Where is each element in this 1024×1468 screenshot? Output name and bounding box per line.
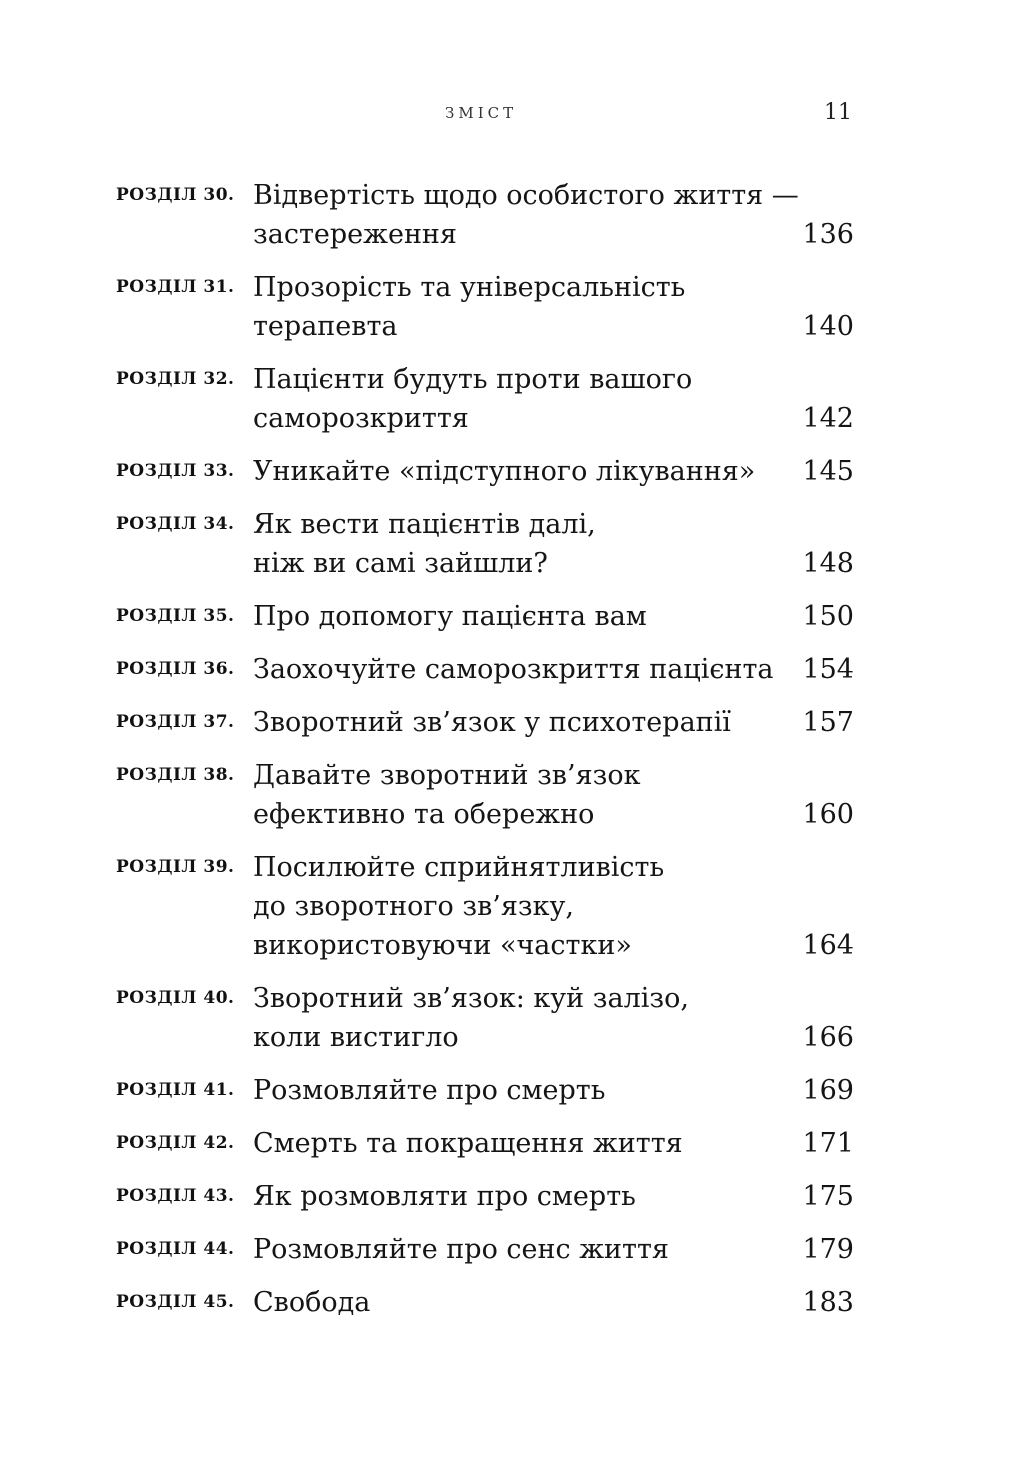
chapter-title-line: Зворотний зв’язок: куй залізо, xyxy=(253,983,689,1014)
chapter-page-number: 164 xyxy=(802,930,854,961)
chapter-title-line: Про допомогу пацієнта вам xyxy=(253,601,647,632)
chapter-label: РОЗДІЛ 44. xyxy=(116,1239,235,1259)
chapter-page-number: 160 xyxy=(802,799,854,830)
chapter-label: РОЗДІЛ 34. xyxy=(116,514,235,534)
chapter-label: РОЗДІЛ 42. xyxy=(116,1133,235,1153)
chapter-title xyxy=(253,1124,773,1163)
chapter-title-line: Розмовляйте про смерть xyxy=(253,1075,606,1106)
chapter-title-line: до зворотного зв’язку, xyxy=(253,891,574,922)
chapter-title-line: застереження xyxy=(253,219,457,250)
chapter-page-number: 148 xyxy=(802,548,854,579)
chapter-title-line: Зворотний зв’язок у психотерапії xyxy=(253,707,731,738)
chapter-title xyxy=(253,848,773,965)
chapter-label: РОЗДІЛ 32. xyxy=(116,369,235,389)
toc-entry xyxy=(116,1177,854,1216)
chapter-page-number: 175 xyxy=(802,1181,854,1212)
chapter-title-line: використовуючи «частки» xyxy=(253,930,632,961)
toc-entry xyxy=(116,176,854,254)
chapter-title-line: Пацієнти будуть проти вашого xyxy=(253,364,693,395)
chapter-page-number: 183 xyxy=(802,1287,854,1318)
toc-entry xyxy=(116,360,854,438)
chapter-title xyxy=(253,597,773,636)
chapter-page-number: 140 xyxy=(802,311,854,342)
chapter-label: РОЗДІЛ 31. xyxy=(116,277,235,297)
chapter-label: РОЗДІЛ 30. xyxy=(116,185,235,205)
chapter-page-number: 169 xyxy=(802,1075,854,1106)
running-title: ЗМІСТ xyxy=(445,104,518,122)
chapter-title xyxy=(253,1071,773,1110)
chapter-title xyxy=(253,176,799,254)
chapter-title xyxy=(253,1230,773,1269)
chapter-page-number: 150 xyxy=(802,601,854,632)
chapter-page-number: 154 xyxy=(802,654,854,685)
chapter-title-line: ефективно та обережно xyxy=(253,799,595,830)
chapter-title-line: Відвертість щодо особистого життя — xyxy=(253,180,799,211)
chapter-title-line: Свобода xyxy=(253,1287,371,1318)
chapter-title xyxy=(253,756,773,834)
page-number: 11 xyxy=(824,100,852,125)
chapter-title-line: Давайте зворотний зв’язок xyxy=(253,760,641,791)
chapter-title-line: Прозорість та універсальність xyxy=(253,272,686,303)
toc-entry xyxy=(116,756,854,834)
chapter-label: РОЗДІЛ 43. xyxy=(116,1186,235,1206)
chapter-page-number: 157 xyxy=(802,707,854,738)
chapter-label: РОЗДІЛ 36. xyxy=(116,659,235,679)
toc-entry xyxy=(116,703,854,742)
chapter-label: РОЗДІЛ 39. xyxy=(116,857,235,877)
toc-entry xyxy=(116,1071,854,1110)
chapter-title-line: Як вести пацієнтів далі, xyxy=(253,509,596,540)
chapter-title xyxy=(253,505,773,583)
chapter-title xyxy=(253,268,773,346)
chapter-title-line: Посилюйте сприйнятливість xyxy=(253,852,665,883)
toc-entry xyxy=(116,1124,854,1163)
chapter-page-number: 145 xyxy=(802,456,854,487)
toc-entry xyxy=(116,1283,854,1322)
toc-entry xyxy=(116,848,854,965)
chapter-title-line: терапевта xyxy=(253,311,398,342)
toc-entry xyxy=(116,597,854,636)
chapter-label: РОЗДІЛ 37. xyxy=(116,712,235,732)
chapter-title-line: коли вистигло xyxy=(253,1022,459,1053)
chapter-page-number: 179 xyxy=(802,1234,854,1265)
chapter-page-number: 136 xyxy=(802,219,854,250)
chapter-label: РОЗДІЛ 35. xyxy=(116,606,235,626)
chapter-title xyxy=(253,360,773,438)
chapter-title xyxy=(253,650,773,689)
chapter-title-line: Заохочуйте саморозкриття пацієнта xyxy=(253,654,774,685)
toc-entry xyxy=(116,452,854,491)
running-head xyxy=(0,100,1024,128)
toc-entry xyxy=(116,650,854,689)
chapter-label: РОЗДІЛ 41. xyxy=(116,1080,235,1100)
chapter-title xyxy=(253,703,773,742)
table-of-contents xyxy=(116,176,854,1336)
toc-entry xyxy=(116,268,854,346)
chapter-title-line: Як розмовляти про смерть xyxy=(253,1181,636,1212)
chapter-page-number: 166 xyxy=(802,1022,854,1053)
toc-entry xyxy=(116,1230,854,1269)
chapter-title xyxy=(253,1177,773,1216)
chapter-title xyxy=(253,1283,773,1322)
toc-entry xyxy=(116,979,854,1057)
chapter-page-number: 142 xyxy=(802,403,854,434)
chapter-label: РОЗДІЛ 38. xyxy=(116,765,235,785)
chapter-page-number: 171 xyxy=(802,1128,854,1159)
chapter-title xyxy=(253,979,773,1057)
chapter-label: РОЗДІЛ 33. xyxy=(116,461,235,481)
chapter-title-line: Уникайте «підступного лікування» xyxy=(253,456,756,487)
chapter-label: РОЗДІЛ 40. xyxy=(116,988,235,1008)
chapter-title-line: Розмовляйте про сенс життя xyxy=(253,1234,669,1265)
chapter-label: РОЗДІЛ 45. xyxy=(116,1292,235,1312)
toc-entry xyxy=(116,505,854,583)
chapter-title-line: Смерть та покращення життя xyxy=(253,1128,683,1159)
chapter-title-line: саморозкриття xyxy=(253,403,469,434)
chapter-title xyxy=(253,452,773,491)
chapter-title-line: ніж ви самі зайшли? xyxy=(253,548,548,579)
